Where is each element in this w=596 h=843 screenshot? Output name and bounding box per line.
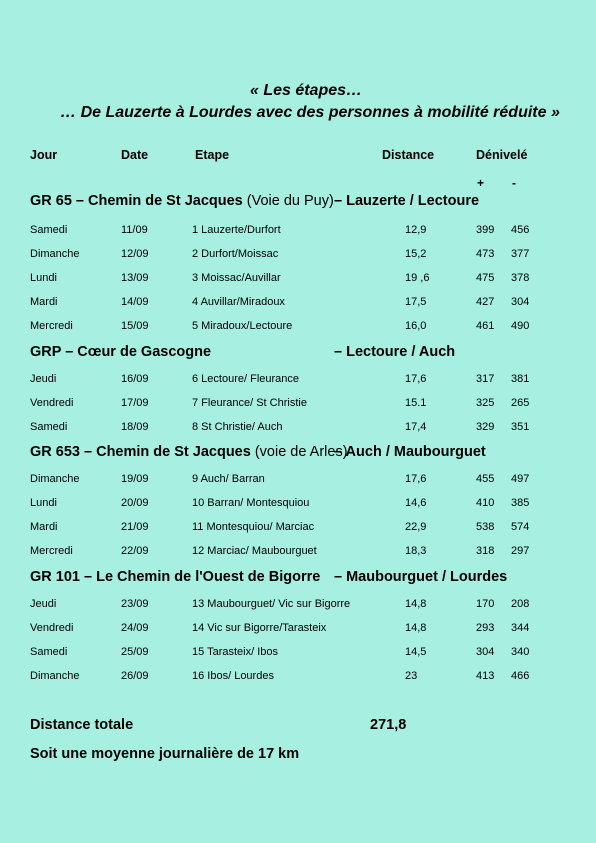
cell-minus: 456 <box>511 224 530 236</box>
cell-etape: 13 Maubourguet/ Vic sur Bigorre <box>192 598 351 610</box>
cell-minus: 297 <box>511 545 530 557</box>
cell-distance: 17,5 <box>405 296 427 308</box>
cell-distance: 15.1 <box>405 397 427 409</box>
cell-etape: 3 Moissac/Auvillar <box>192 272 281 284</box>
header-plus: + <box>477 176 485 190</box>
table-row <box>0 545 596 561</box>
cell-date: 15/09 <box>121 320 149 332</box>
total-value: 271,8 <box>370 717 407 733</box>
table-row <box>0 473 596 489</box>
cell-date: 16/09 <box>121 373 149 385</box>
cell-date: 12/09 <box>121 248 149 260</box>
cell-jour: Dimanche <box>30 473 80 485</box>
cell-minus: 574 <box>511 521 530 533</box>
cell-minus: 304 <box>511 296 530 308</box>
cell-date: 22/09 <box>121 545 149 557</box>
cell-minus: 340 <box>511 646 530 658</box>
cell-date: 20/09 <box>121 497 149 509</box>
cell-minus: 265 <box>511 397 530 409</box>
cell-date: 14/09 <box>121 296 149 308</box>
trail-name: GR 653 – Chemin de St Jacques <box>30 444 251 460</box>
table-row <box>0 497 596 513</box>
table-row <box>0 296 596 312</box>
table-row <box>0 670 596 686</box>
cell-date: 23/09 <box>121 598 149 610</box>
cell-etape: 2 Durfort/Moissac <box>192 248 279 260</box>
cell-distance: 14,5 <box>405 646 427 658</box>
cell-minus: 490 <box>511 320 530 332</box>
document-title: « Les étapes… <box>249 82 363 99</box>
header-distance: Distance <box>382 148 435 162</box>
cell-date: 19/09 <box>121 473 149 485</box>
cell-minus: 385 <box>511 497 530 509</box>
cell-distance: 12,9 <box>405 224 427 236</box>
trail-name: GR 65 – Chemin de St Jacques <box>30 193 243 209</box>
table-row <box>0 421 596 437</box>
section-route: – Maubourguet / Lourdes <box>334 569 508 585</box>
cell-minus: 351 <box>511 421 530 433</box>
cell-date: 26/09 <box>121 670 149 682</box>
header-minus: - <box>512 176 516 190</box>
cell-plus: 475 <box>476 272 495 284</box>
cell-jour: Vendredi <box>30 397 74 409</box>
cell-distance: 16,0 <box>405 320 427 332</box>
cell-distance: 22,9 <box>405 521 427 533</box>
cell-distance: 15,2 <box>405 248 427 260</box>
cell-etape: 14 Vic sur Bigorre/Tarasteix <box>192 622 327 634</box>
cell-jour: Jeudi <box>30 373 57 385</box>
cell-distance: 17,6 <box>405 473 427 485</box>
total-label: Distance totale <box>30 717 134 733</box>
cell-distance: 14,8 <box>405 598 427 610</box>
cell-minus: 378 <box>511 272 530 284</box>
table-row <box>0 320 596 336</box>
cell-jour: Mercredi <box>30 320 73 332</box>
cell-plus: 413 <box>476 670 495 682</box>
cell-date: 13/09 <box>121 272 149 284</box>
section-trail-name <box>30 344 211 360</box>
cell-date: 18/09 <box>121 421 149 433</box>
table-row <box>0 224 596 240</box>
table-row <box>0 622 596 638</box>
cell-jour: Vendredi <box>30 622 74 634</box>
cell-etape: 5 Miradoux/Lectoure <box>192 320 293 332</box>
section-trail-name <box>30 193 334 209</box>
cell-date: 25/09 <box>121 646 149 658</box>
table-row <box>0 598 596 614</box>
cell-etape: 12 Marciac/ Maubourguet <box>192 545 317 557</box>
table-row <box>0 397 596 413</box>
cell-plus: 325 <box>476 397 495 409</box>
cell-plus: 461 <box>476 320 495 332</box>
cell-etape: 8 St Christie/ Auch <box>192 421 283 433</box>
section-heading <box>30 193 570 213</box>
cell-plus: 318 <box>476 545 495 557</box>
cell-minus: 497 <box>511 473 530 485</box>
header-etape: Etape <box>195 148 230 162</box>
cell-jour: Dimanche <box>30 670 80 682</box>
cell-jour: Lundi <box>30 497 57 509</box>
table-row <box>0 248 596 264</box>
cell-etape: 16 Ibos/ Lourdes <box>192 670 274 682</box>
cell-etape: 10 Barran/ Montesquiou <box>192 497 310 509</box>
cell-distance: 14,8 <box>405 622 427 634</box>
cell-jour: Lundi <box>30 272 57 284</box>
cell-date: 24/09 <box>121 622 149 634</box>
cell-etape: 15 Tarasteix/ Ibos <box>192 646 279 658</box>
cell-distance: 23 <box>405 670 418 682</box>
cell-distance: 17,4 <box>405 421 427 433</box>
cell-distance: 17,6 <box>405 373 427 385</box>
cell-plus: 317 <box>476 373 495 385</box>
section-heading <box>30 344 570 364</box>
cell-etape: 1 Lauzerte/Durfort <box>192 224 281 236</box>
section-trail-name <box>30 569 320 585</box>
cell-plus: 304 <box>476 646 495 658</box>
cell-etape: 4 Auvillar/Miradoux <box>192 296 285 308</box>
cell-plus: 455 <box>476 473 495 485</box>
cell-plus: 473 <box>476 248 495 260</box>
cell-etape: 11 Montesquiou/ Marciac <box>192 521 315 533</box>
section-route: – Auch / Maubourguet <box>334 444 486 460</box>
header-date: Date <box>121 148 149 162</box>
trail-name: GR 101 – Le Chemin de l'Ouest de Bigorre <box>30 569 321 585</box>
cell-plus: 410 <box>476 497 495 509</box>
document-subtitle: … De Lauzerte à Lourdes avec des personnes à mobilité réduite » <box>60 104 560 121</box>
header-jour: Jour <box>30 148 58 162</box>
cell-distance: 18,3 <box>405 545 427 557</box>
cell-plus: 293 <box>476 622 495 634</box>
cell-distance: 14,6 <box>405 497 427 509</box>
cell-jour: Dimanche <box>30 248 80 260</box>
cell-plus: 538 <box>476 521 495 533</box>
cell-etape: 7 Fleurance/ St Christie <box>192 397 307 409</box>
trail-variant: (voie de Arles) <box>250 444 348 460</box>
cell-minus: 208 <box>511 598 530 610</box>
cell-date: 17/09 <box>121 397 149 409</box>
daily-average: Soit une moyenne journalière de 17 km <box>30 746 300 762</box>
table-row <box>0 646 596 662</box>
cell-jour: Mercredi <box>30 545 73 557</box>
cell-jour: Jeudi <box>30 598 57 610</box>
cell-etape: 6 Lectoure/ Fleurance <box>192 373 300 385</box>
cell-jour: Samedi <box>30 224 68 236</box>
header-denivele: Dénivelé <box>476 148 528 162</box>
cell-date: 11/09 <box>121 224 148 236</box>
cell-minus: 377 <box>511 248 530 260</box>
table-row <box>0 272 596 288</box>
cell-jour: Samedi <box>30 646 68 658</box>
table-row <box>0 521 596 537</box>
section-trail-name <box>30 444 348 460</box>
cell-plus: 170 <box>476 598 495 610</box>
cell-plus: 399 <box>476 224 495 236</box>
section-route: – Lectoure / Auch <box>334 344 456 360</box>
cell-minus: 344 <box>511 622 530 634</box>
cell-minus: 381 <box>511 373 530 385</box>
cell-plus: 427 <box>476 296 495 308</box>
cell-minus: 466 <box>511 670 530 682</box>
cell-date: 21/09 <box>121 521 149 533</box>
cell-etape: 9 Auch/ Barran <box>192 473 265 485</box>
trail-name: GRP – Cœur de Gascogne <box>30 344 212 360</box>
cell-jour: Mardi <box>30 296 58 308</box>
cell-distance: 19 ,6 <box>405 272 430 284</box>
cell-plus: 329 <box>476 421 495 433</box>
table-row <box>0 373 596 389</box>
cell-jour: Samedi <box>30 421 68 433</box>
section-heading <box>30 569 570 589</box>
trail-variant: (Voie du Puy) <box>242 193 334 209</box>
section-heading <box>30 444 570 464</box>
cell-jour: Mardi <box>30 521 58 533</box>
section-route: – Lauzerte / Lectoure <box>334 193 480 209</box>
